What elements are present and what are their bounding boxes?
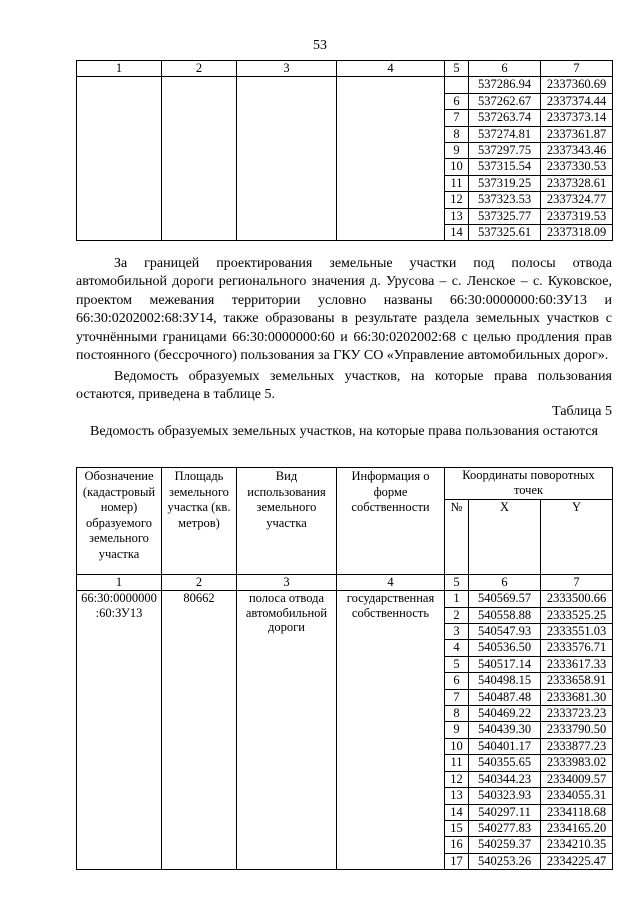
x-coordinate: 540277.83 [469, 820, 541, 836]
y-coordinate: 2333983.02 [541, 755, 613, 771]
column-number: 3 [237, 574, 337, 590]
y-coordinate: 2337343.46 [541, 143, 613, 159]
column-number: 2 [162, 574, 237, 590]
x-coordinate: 540253.26 [469, 853, 541, 869]
point-number: 5 [445, 656, 469, 672]
empty-merged-cell [337, 77, 445, 241]
x-coordinate: 537286.94 [469, 77, 541, 93]
parcels-table-body [77, 468, 613, 870]
column-number: 7 [541, 574, 613, 590]
column-number: 3 [237, 61, 337, 77]
y-coordinate: 2337360.69 [541, 77, 613, 93]
page-number: 53 [313, 38, 327, 53]
x-coordinate: 540498.15 [469, 673, 541, 689]
table-label: Таблица 5 [552, 404, 612, 419]
point-number: 4 [445, 640, 469, 656]
x-coordinate: 540517.14 [469, 656, 541, 672]
x-coordinate: 540569.57 [469, 591, 541, 607]
x-coordinate: 540469.22 [469, 706, 541, 722]
x-coordinate: 537319.25 [469, 175, 541, 191]
x-coordinate: 537325.61 [469, 225, 541, 241]
column-number: 1 [77, 61, 162, 77]
column-number: 5 [445, 61, 469, 77]
point-number: 1 [445, 591, 469, 607]
x-coordinate: 537262.67 [469, 93, 541, 109]
header-area: Площадь земельного участка (кв. метров) [162, 468, 237, 575]
header-x: X [469, 499, 541, 574]
point-number: 17 [445, 853, 469, 869]
point-number: 7 [445, 689, 469, 705]
y-coordinate: 2333551.03 [541, 624, 613, 640]
x-coordinate: 540558.88 [469, 607, 541, 623]
x-coordinate: 540439.30 [469, 722, 541, 738]
point-number: 9 [445, 722, 469, 738]
point-number: 7 [445, 110, 469, 126]
column-number: 2 [162, 61, 237, 77]
header-ownership: Информация о форме собственности [337, 468, 445, 575]
point-number: 10 [445, 738, 469, 754]
column-number: 7 [541, 61, 613, 77]
point-number: 14 [445, 804, 469, 820]
point-number: 12 [445, 192, 469, 208]
column-number: 6 [469, 574, 541, 590]
y-coordinate: 2334225.47 [541, 853, 613, 869]
column-number-row [77, 574, 613, 590]
x-coordinate: 540297.11 [469, 804, 541, 820]
y-coordinate: 2337324.77 [541, 192, 613, 208]
y-coordinate: 2337330.53 [541, 159, 613, 175]
y-coordinate: 2333877.23 [541, 738, 613, 754]
point-number: 11 [445, 755, 469, 771]
y-coordinate: 2337361.87 [541, 126, 613, 142]
y-coordinate: 2337373.14 [541, 110, 613, 126]
point-number: 11 [445, 175, 469, 191]
column-number-row [77, 61, 613, 77]
parcels-table [76, 467, 613, 870]
table-title: Ведомость образуемых земельных участков, на которые права пользования остаются [90, 424, 598, 439]
table-row [77, 77, 613, 93]
y-coordinate: 2334118.68 [541, 804, 613, 820]
y-coordinate: 2333723.23 [541, 706, 613, 722]
empty-merged-cell [237, 77, 337, 241]
x-coordinate: 537297.75 [469, 143, 541, 159]
column-number: 4 [337, 61, 445, 77]
x-coordinate: 540536.50 [469, 640, 541, 656]
y-coordinate: 2337328.61 [541, 175, 613, 191]
coordinates-table-continued [76, 60, 613, 241]
x-coordinate: 540547.93 [469, 624, 541, 640]
y-coordinate: 2334165.20 [541, 820, 613, 836]
point-number: 6 [445, 93, 469, 109]
header-number: № [445, 499, 469, 574]
x-coordinate: 537315.54 [469, 159, 541, 175]
x-coordinate: 537325.77 [469, 208, 541, 224]
point-number: 6 [445, 673, 469, 689]
point-number: 2 [445, 607, 469, 623]
point-number [445, 77, 469, 93]
y-coordinate: 2333658.91 [541, 673, 613, 689]
x-coordinate: 540259.37 [469, 837, 541, 853]
table-row [77, 591, 613, 607]
column-number: 1 [77, 574, 162, 590]
x-coordinate: 540355.65 [469, 755, 541, 771]
y-coordinate: 2334055.31 [541, 788, 613, 804]
y-coordinate: 2334210.35 [541, 837, 613, 853]
y-coordinate: 2333681.30 [541, 689, 613, 705]
header-use: Вид использования земельного участка [237, 468, 337, 575]
point-number: 9 [445, 143, 469, 159]
column-number: 4 [337, 574, 445, 590]
column-number: 5 [445, 574, 469, 590]
point-number: 16 [445, 837, 469, 853]
parcel-area: 80662 [162, 591, 237, 870]
point-number: 8 [445, 126, 469, 142]
empty-merged-cell [77, 77, 162, 241]
y-coordinate: 2333500.66 [541, 591, 613, 607]
y-coordinate: 2337318.09 [541, 225, 613, 241]
y-coordinate: 2334009.57 [541, 771, 613, 787]
y-coordinate: 2337374.44 [541, 93, 613, 109]
parcel-use: полоса отвода автомобильной дороги [237, 591, 337, 870]
header-y: Y [541, 499, 613, 574]
table-header-row [77, 468, 613, 500]
x-coordinate: 540323.93 [469, 788, 541, 804]
column-number: 6 [469, 61, 541, 77]
y-coordinate: 2337319.53 [541, 208, 613, 224]
point-number: 10 [445, 159, 469, 175]
point-number: 8 [445, 706, 469, 722]
parcel-ownership: государственная собственность [337, 591, 445, 870]
point-number: 13 [445, 208, 469, 224]
empty-merged-cell [162, 77, 237, 241]
body-paragraph [76, 368, 612, 405]
y-coordinate: 2333790.50 [541, 722, 613, 738]
point-number: 12 [445, 771, 469, 787]
body-paragraph [76, 255, 612, 365]
point-number: 13 [445, 788, 469, 804]
header-designation: Обозначение (кадастровый номер) образуемого земельного участка [77, 468, 162, 575]
y-coordinate: 2333525.25 [541, 607, 613, 623]
paragraph-text: За границей проектирования земельные участки под полосы отвода автомобильной дороги регионального значения д. Урусова – с. Ленское – с. Куковское, проектом межевания территории условно названы 66:30:0000000:60:ЗУ13 и 66:30:0202002:68:ЗУ14, также образованы в результате раздела земельных участков с уточнёнными границами 66:30:0000000:60 и 66:30:0202002:68 с целью продления прав постоянного (бессрочного) пользования за ГКУ СО «Управление автомобильных дорог». [76, 256, 612, 364]
point-number: 3 [445, 624, 469, 640]
x-coordinate: 537323.53 [469, 192, 541, 208]
parcel-id: 66:30:0000000 :60:ЗУ13 [77, 591, 162, 870]
point-number: 14 [445, 225, 469, 241]
x-coordinate: 540401.17 [469, 738, 541, 754]
x-coordinate: 537263.74 [469, 110, 541, 126]
x-coordinate: 540487.48 [469, 689, 541, 705]
coordinates-table-body [77, 61, 613, 241]
x-coordinate: 537274.81 [469, 126, 541, 142]
header-coordinates: Координаты поворотных точек [445, 468, 613, 500]
x-coordinate: 540344.23 [469, 771, 541, 787]
paragraph-text: Ведомость образуемых земельных участков, на которые права пользования остаются, приведена в таблице 5. [76, 369, 612, 403]
y-coordinate: 2333617.33 [541, 656, 613, 672]
point-number: 15 [445, 820, 469, 836]
y-coordinate: 2333576.71 [541, 640, 613, 656]
